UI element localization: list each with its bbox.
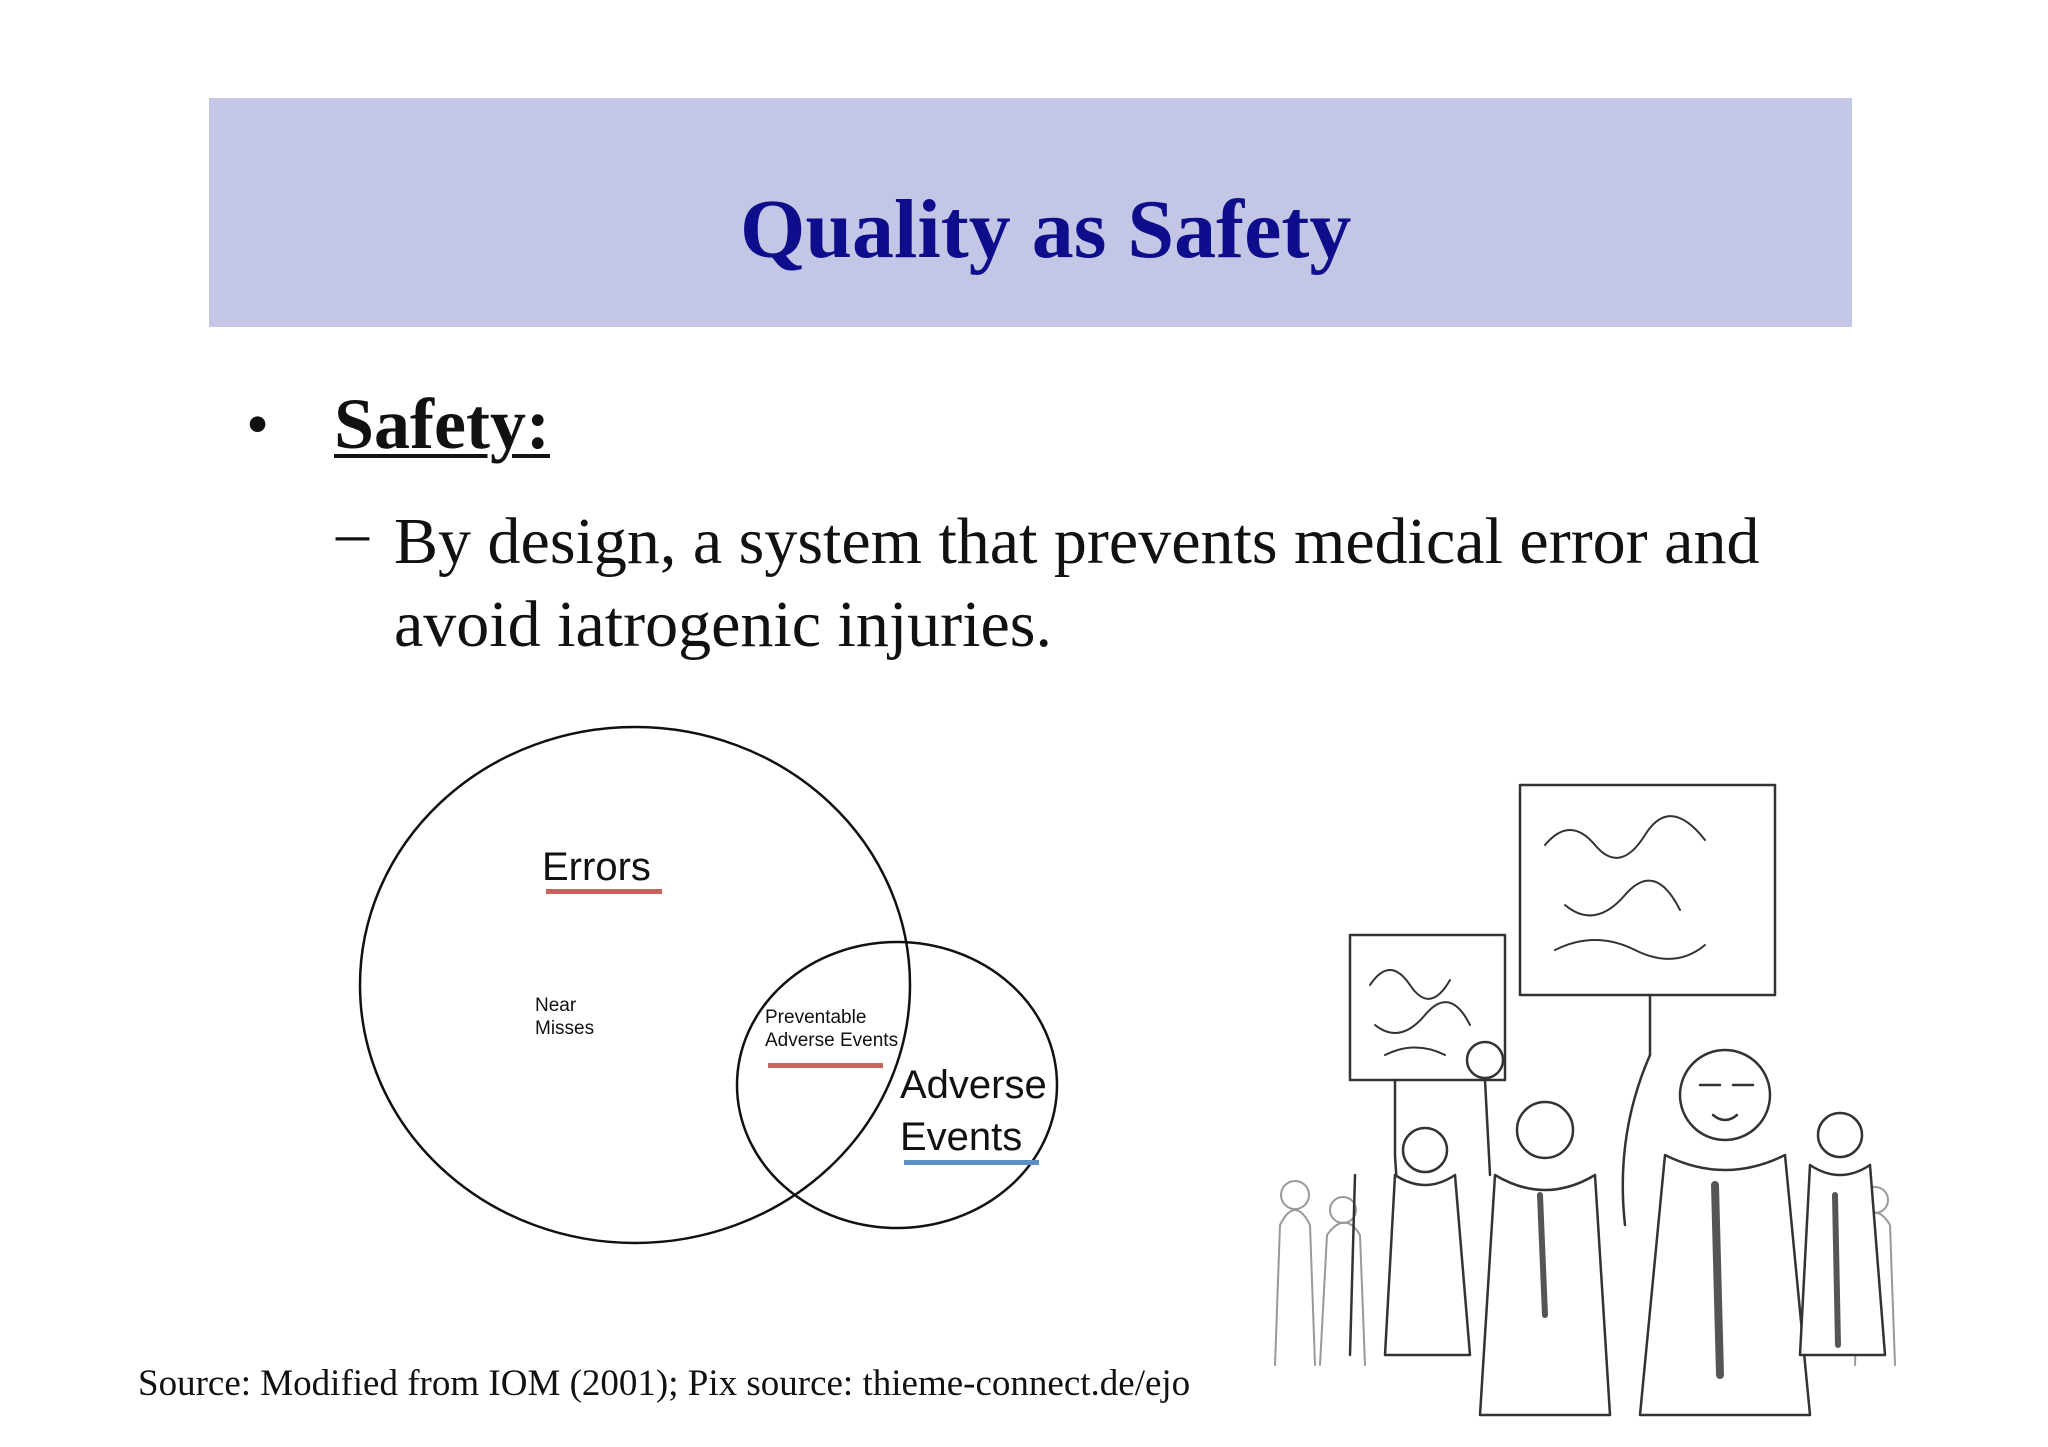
- bullet-marker: •: [246, 388, 270, 461]
- near-misses-line2: Misses: [535, 1018, 595, 1039]
- errors-underline: [546, 889, 662, 894]
- adverse-events-line2: Events: [900, 1115, 1023, 1159]
- adverse-events-underline: [904, 1160, 1039, 1165]
- preventable-line2: Adverse Events: [765, 1030, 899, 1051]
- sub-bullet-marker: –: [336, 496, 369, 569]
- venn-diagram: [0, 0, 1100, 1300]
- adverse-events-line1: Adverse: [900, 1063, 1047, 1107]
- preventable-underline: [768, 1063, 883, 1068]
- protesting-doctors-illustration: [1255, 755, 1935, 1425]
- slide-title: Quality as Safety: [740, 183, 1352, 276]
- preventable-line1: Preventable: [765, 1007, 867, 1028]
- source-citation: Source: Modified from IOM (2001); Pix source: thieme-connect.de/ejo: [138, 1363, 1191, 1404]
- errors-label: Errors: [542, 845, 651, 889]
- sub-bullet-text: By design, a system that prevents medical error and avoid iatrogenic injuries.: [394, 505, 1760, 661]
- near-misses-line1: Near: [535, 995, 577, 1016]
- errors-circle: [360, 727, 910, 1243]
- bullet-heading: Safety:: [334, 384, 550, 464]
